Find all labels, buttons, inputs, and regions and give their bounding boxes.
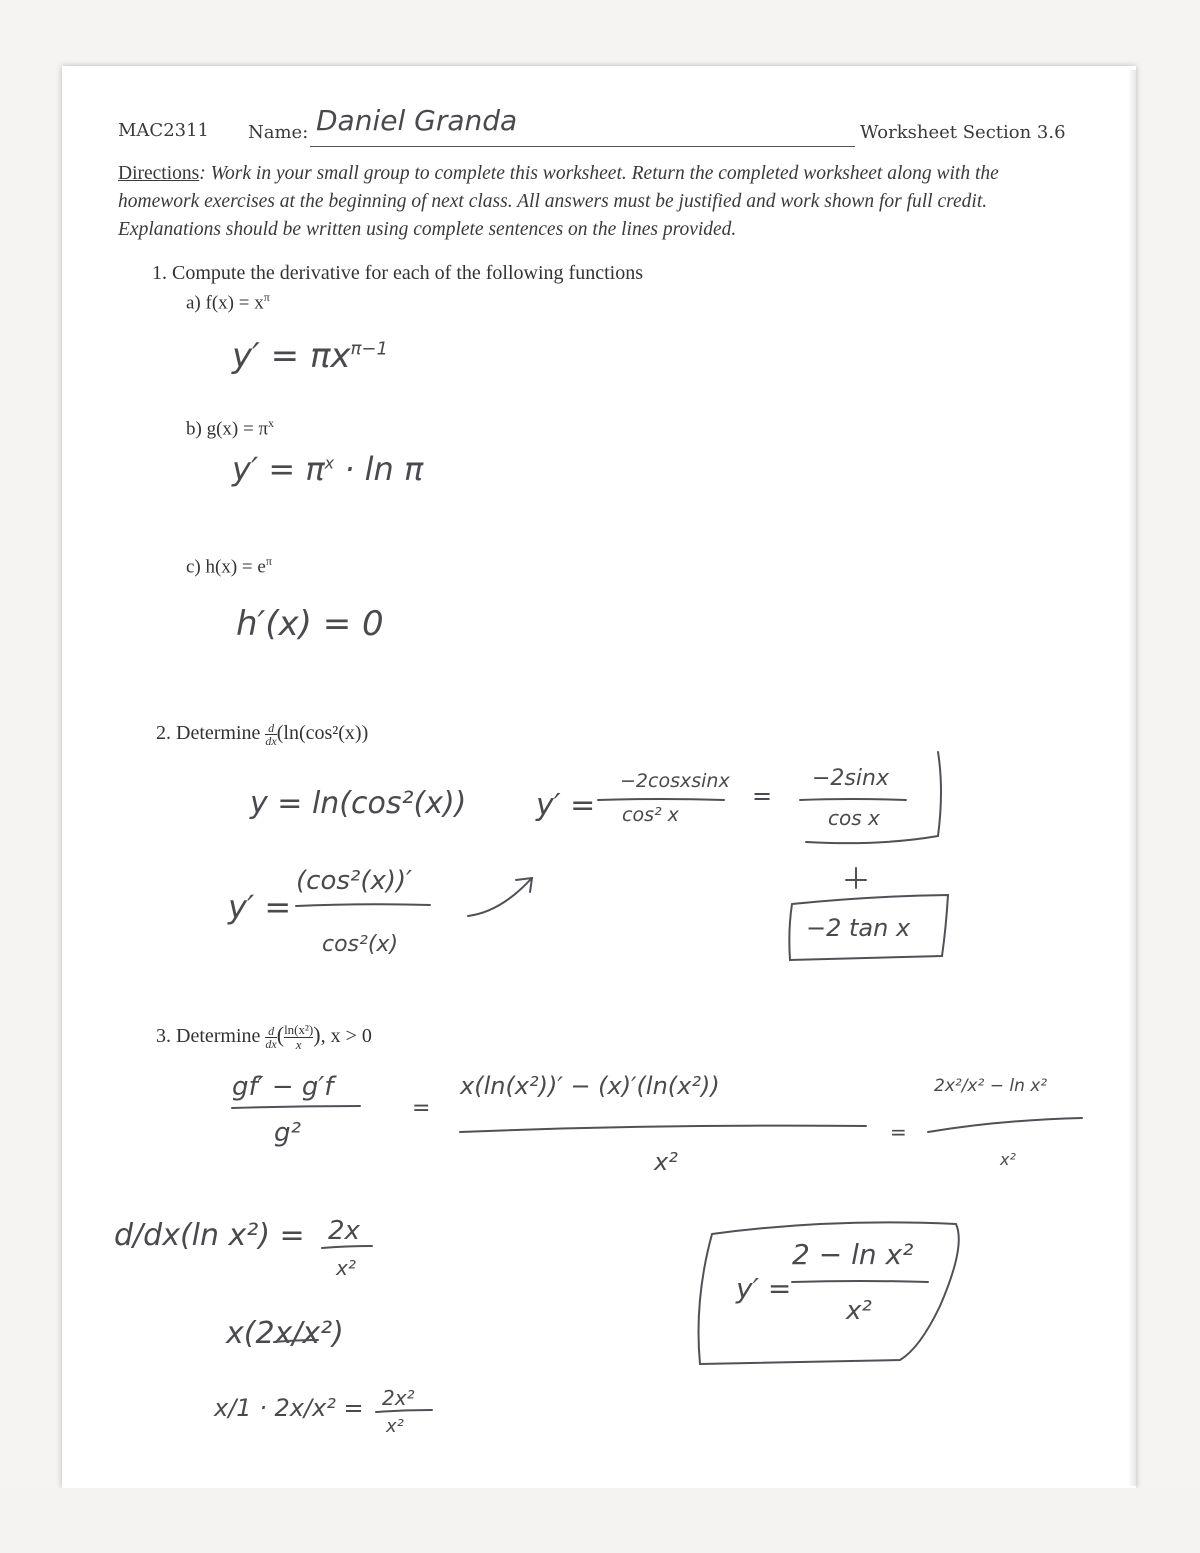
q2-answer-bracket bbox=[806, 752, 941, 843]
q2-mid-num: −2cosxsinx bbox=[620, 770, 730, 792]
q2-swoosh-arrow bbox=[468, 878, 532, 916]
q3-step-1-fraction-bar bbox=[274, 1340, 318, 1342]
q3-final-lhs: y′ = bbox=[736, 1272, 792, 1305]
q3-expand-den: x² bbox=[654, 1148, 678, 1176]
q1-prompt: 1. Compute the derivative for each of the following functions bbox=[152, 262, 643, 284]
q2-right-den: cos x bbox=[828, 806, 880, 830]
q2-boxed-answer: −2 tan x bbox=[806, 914, 911, 942]
q3-inner-derivative: d/dx(ln x²) = bbox=[114, 1218, 305, 1253]
q3-rule-num: gf′ − g′f bbox=[232, 1072, 334, 1102]
q3-answer-box bbox=[699, 1222, 959, 1364]
q2-step-lhs: y′ = bbox=[228, 888, 292, 926]
q2-step-num: (cos²(x))′ bbox=[296, 866, 413, 896]
directions-label: Directions bbox=[118, 163, 200, 184]
worksheet-section: Worksheet Section 3.6 bbox=[860, 122, 1066, 143]
q2-answer-box bbox=[789, 895, 948, 960]
q2-equals: = bbox=[752, 782, 773, 810]
q3-final-den: x² bbox=[846, 1296, 872, 1326]
directions-text: : Work in your small group to complete this worksheet. Return the completed worksheet along with the homework exercises at the beginning of next class. All answers must be justified and work shown for full credit. Explanations should be written using complete sentences on the lines provided. bbox=[118, 163, 999, 240]
q2-mid-lhs: y′ = bbox=[536, 788, 596, 823]
q3-step-2: x/1 · 2x/x² = bbox=[214, 1394, 364, 1422]
q3-expand-fraction-bar bbox=[460, 1126, 866, 1132]
q2-step-fraction-bar bbox=[296, 904, 430, 906]
q1a-label: a) $f(x) = x^\pi$ bbox=[186, 290, 270, 314]
q3-equals: = bbox=[412, 1096, 431, 1121]
q3-prompt: 3. Determine $\frac{d}{dx}$ ( $\frac{\text{ln(x²)}}{x}$ ), x > 0 bbox=[156, 1021, 372, 1052]
q3-step-2-num: 2x² bbox=[382, 1386, 415, 1410]
q3-expand-num: x(ln(x²))′ − (x)′(ln(x²)) bbox=[460, 1072, 720, 1100]
q2-mid-fraction-bar bbox=[598, 799, 724, 800]
q1c-label: c) $h(x) = e^\pi$ bbox=[186, 554, 272, 578]
q3-inner-den: x² bbox=[336, 1256, 356, 1280]
q2-right-num: −2sinx bbox=[812, 766, 889, 791]
q1a-answer: $y' = \pi x^{\pi-1}$ bbox=[232, 336, 388, 376]
q3-simplified-fraction-bar bbox=[928, 1118, 1082, 1132]
q1b-label: b) $g(x) = \pi^x$ bbox=[186, 416, 275, 440]
q3-final-num: 2 − ln x² bbox=[792, 1238, 914, 1271]
student-name: Daniel Granda bbox=[316, 104, 518, 137]
q3-step-2-den: x² bbox=[386, 1416, 404, 1437]
q3-simplified-num: 2x²/x² − ln x² bbox=[934, 1076, 1048, 1096]
q2-step-den: cos²(x) bbox=[322, 932, 399, 957]
q3-step-2-fraction-bar bbox=[376, 1410, 432, 1412]
course-code: MAC2311 bbox=[118, 120, 210, 141]
q3-inner-fraction-bar bbox=[322, 1246, 372, 1248]
q3-rule-fraction-bar bbox=[232, 1106, 360, 1108]
q3-step-1: x(2x/x²) bbox=[226, 1316, 344, 1351]
q3-final-fraction-bar bbox=[792, 1281, 928, 1282]
q3-simplified-den: x² bbox=[1000, 1150, 1016, 1169]
q2-step-setup: y = ln(cos²(x)) bbox=[250, 786, 467, 821]
q3-inner-num: 2x bbox=[328, 1216, 360, 1246]
q2-prompt: 2. Determine $\frac{d}{dx}$ (ln(cos²(x)) bbox=[156, 721, 369, 748]
q3-rule-den: g² bbox=[274, 1118, 301, 1148]
q1b-answer: $y' = \pi^x \cdot \ln \pi$ bbox=[232, 450, 424, 488]
q3-equals-2: = bbox=[890, 1120, 907, 1144]
q2-right-fraction-bar bbox=[800, 799, 906, 800]
q2-mid-den: cos² x bbox=[622, 804, 679, 826]
name-label: Name: bbox=[248, 122, 309, 143]
q2-down-arrow bbox=[846, 868, 866, 888]
q1c-answer: h′(x) = 0 bbox=[236, 604, 384, 644]
